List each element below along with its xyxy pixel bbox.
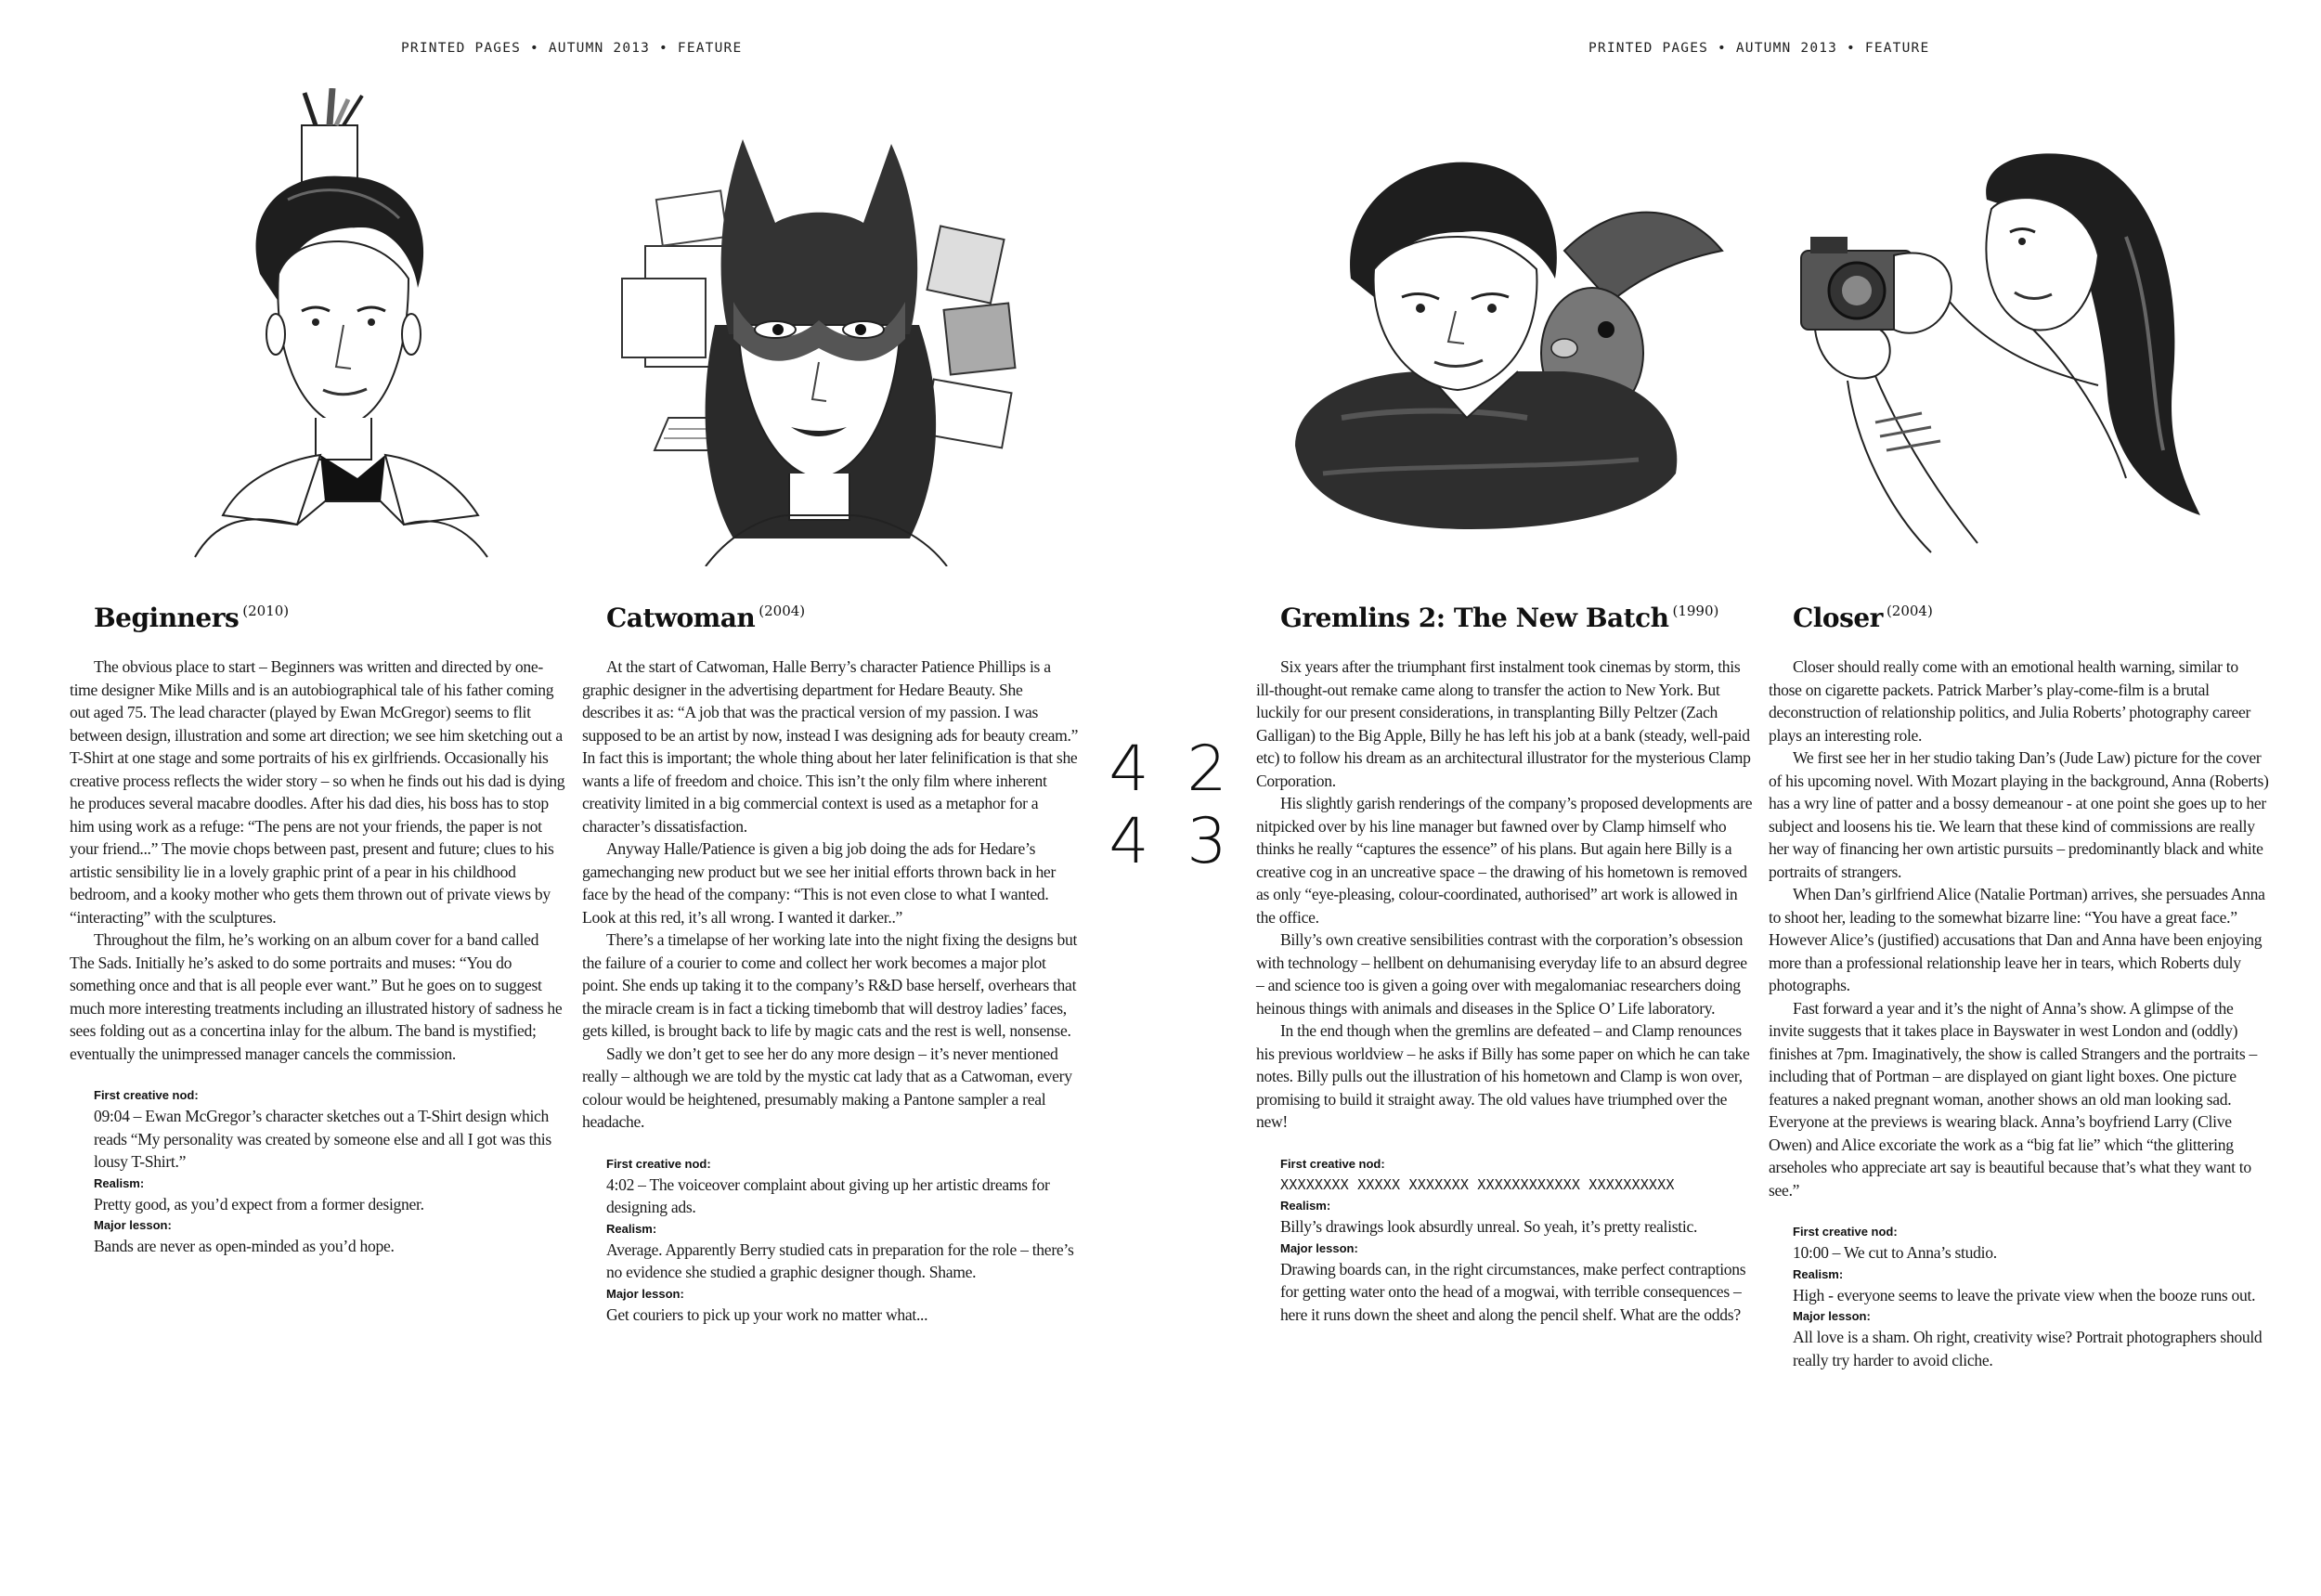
lesson-text: Bands are never as open-minded as you’d hope.: [94, 1237, 395, 1255]
running-head-right: PRINTED PAGES • AUTUMN 2013 • FEATURE: [1588, 41, 1930, 56]
film-title: Gremlins 2: The New Batch: [1280, 603, 1669, 633]
realism-text: Average. Apparently Berry studied cats in preparation for the role – there’s no evidence she studied a graphic designer though. Shame.: [606, 1239, 1074, 1281]
article-body: [1769, 655, 2270, 1201]
folio-digit-3: 4: [1109, 805, 1149, 878]
realism-label: Realism:: [1280, 1199, 1331, 1213]
article-gremlins: [1256, 594, 1753, 1326]
paragraph: We first see her in her studio taking Dan’s (Jude Law) picture for the cover of his upcoming novel. With Mozart playing in the background, Anna (Roberts) has a wry line of patter and a bossy demeanour - at one point she goes up to her subject and loosens his tie. We learn that these kind of commissions are really her way of financing her own artistic pursuits – predominantly black and white portraits of strangers.: [1769, 748, 2269, 881]
lesson-text: Get couriers to pick up your work no matter what...: [606, 1304, 928, 1324]
paragraph: His slightly garish renderings of the company’s proposed developments are nitpicked over by his line manager but fawned over by Clamp himself who thinks he really “captures the essence” of his plans. But again here Billy is a creative cog in an uncreative space – the drawing of his hometown is removed as only “eye-pleasing, colour-coordinated, authorised” art work is allowed in the office.: [1256, 794, 1753, 927]
nod-text: 09:04 – Ewan McGregor’s character sketches out a T-Shirt design which reads “My personality was created by someone else and all I got was this lousy T-Shirt.”: [94, 1107, 551, 1171]
film-title: Closer: [1793, 603, 1883, 633]
paragraph: The obvious place to start – Beginners was written and directed by one-time designer Mike Mills and is an autobiographical tale of his father coming out aged 75. The lead character (played by Ewan McGregor) seems to flit between design, illustration and some art direction; we see him sketching out a T-Shirt at one stage and some portraits of his ex girlfriends. Occasionally his creative process reflects the wider story – so when he finds out his dad is dying he produces several macabre doodles. After his dad dies, his boss has to stop him using work as a refuge: “The pens are not your friends, the paper is not your friend...” The movie chops between past, present and future; clues to his artistic sensibility lie in a lovely graphic print of a pear in his childhood bedroom, and a kooky mother who gets them thrown out of private views by “interacting” with the sculptures.: [70, 657, 565, 927]
paragraph: When Dan’s girlfriend Alice (Natalie Portman) arrives, she persuades Anna to shoot her, leading to the somewhat bizarre line: “You have a great face.” However Alice’s (justified) accusations that Dan and Anna have been enjoying more than a professional relationship leave her in tears, which Roberts duly photographs.: [1769, 885, 2265, 994]
film-title: Catwoman: [606, 603, 756, 633]
paragraph: Fast forward a year and it’s the night of Anna’s show. A glimpse of the invite suggests that it takes place in Bayswater in west London and (oddly) finishes at 7pm. Imaginatively, the show is called Strangers and the portraits – including that of Portman – are displayed on giant light boxes. One picture features a naked pregnant woman, another shows an old man looking sad. Everyone at the previews is wearing black. Anna’s boyfriend Larry (Clive Owen) and Alice excoriate the work as a “big fat lie” which “the glittering arseholes who appreciate art say is beautiful because that’s what they want to see.”: [1769, 998, 2258, 1200]
illustration-catwoman: [613, 139, 1040, 566]
film-year: (2004): [1886, 603, 1933, 619]
creative-nods: [1280, 1154, 1753, 1327]
running-head-left: PRINTED PAGES • AUTUMN 2013 • FEATURE: [401, 41, 743, 56]
paragraph: Sadly we don’t get to see her do any more design – it’s never mentioned really – although we are told by the mystic cat lady that as a Catwoman, every colour would be heightened, presumably making a Pantone sampler a real headache.: [582, 1044, 1072, 1131]
lesson-label: Major lesson:: [1793, 1309, 1871, 1323]
folio-digit-4: 3: [1186, 805, 1227, 878]
illustration-gremlins: [1286, 139, 1769, 566]
creative-nods: [606, 1154, 1079, 1327]
nod-text: 10:00 – We cut to Anna’s studio.: [1793, 1243, 1997, 1262]
illustration-closer: [1792, 144, 2228, 562]
paragraph: There’s a timelapse of her working late into the night fixing the designs but the failure of a courier to come and collect her work becomes a major plot point. She ends up taking it to the company’s R&D base herself, overhears that the miracle cream is in fact a ticking timebomb that will destroy ladies’ faces, gets killed, is brought back to life by magic cats and the rest is well, nonsense.: [582, 930, 1078, 1040]
article-body: [582, 655, 1079, 1134]
creative-nods: [1793, 1222, 2270, 1371]
article-title: [94, 594, 566, 635]
nod-label: First creative nod:: [1793, 1225, 1898, 1239]
article-catwoman: [582, 594, 1079, 1326]
nod-text: 4:02 – The voiceover complaint about giving up her artistic dreams for designing ads.: [606, 1174, 1050, 1216]
folio-digit-2: 2: [1186, 733, 1227, 806]
paragraph: Throughout the film, he’s working on an album cover for a band called The Sads. Initially he’s asked to do some portraits and muses: “You do something once and that is all people ever want.” But he goes on to suggest much more interesting treatments including an illustrated history of sadness he sees folding out as a concertina inlay for the album. The band is mystified; eventually the unimpressed manager cancels the commission.: [70, 930, 563, 1063]
paragraph: At the start of Catwoman, Halle Berry’s character Patience Phillips is a graphic designer in the advertising department for Hedare Beauty. She describes it as: “A job that was the practical version of my passion. I was supposed to be an artist by now, instead I was designing ads for beauty cream.” In fact this is important; the whole thing about her later felinification is that she wants a life of freedom and choice. This isn’t the only film where inherent creativity limited in a big commercial context is used as a metaphor for a character’s dissatisfaction.: [582, 657, 1079, 836]
article-body: [70, 655, 566, 1065]
creative-nods: [94, 1085, 566, 1258]
lesson-label: Major lesson:: [606, 1286, 684, 1301]
nod-label: First creative nod:: [94, 1088, 199, 1102]
article-title: [1280, 594, 1753, 635]
film-year: (2004): [759, 603, 806, 619]
realism-label: Realism:: [606, 1221, 657, 1236]
paragraph: Anyway Halle/Patience is given a big job doing the ads for Hedare’s gamechanging new product but we see her initial efforts thrown back in her face by the head of the company: “This is not even close to what I wanted. Look at this red, it’s all wrong. I wanted it darker..”: [582, 839, 1057, 927]
article-closer: [1769, 594, 2270, 1371]
lesson-label: Major lesson:: [94, 1218, 172, 1232]
article-title: [1793, 594, 2270, 635]
illustration-beginners: [186, 88, 492, 562]
article-beginners: [70, 594, 566, 1258]
lesson-label: Major lesson:: [1280, 1240, 1358, 1255]
nod-label: First creative nod:: [1280, 1156, 1385, 1171]
realism-text: Pretty good, as you’d expect from a former designer.: [94, 1194, 424, 1213]
film-year: (1990): [1672, 603, 1719, 619]
realism-label: Realism:: [1793, 1266, 1844, 1281]
paragraph: Six years after the triumphant first instalment took cinemas by storm, this ill-thought-out remake came along to transfer the action to New York. But luckily for our present considerations, in transplanting Billy Peltzer (Zach Galligan) to the Big Apple, Billy he has left his job at a bank (steady, well-paid etc) to follow his dream as an architectural illustrator for the mysterious Clamp Corporation.: [1256, 657, 1751, 790]
nod-text: XXXXXXXX XXXXX XXXXXXX XXXXXXXXXXXX XXXXXXXXXX: [1280, 1175, 1675, 1193]
realism-text: High - everyone seems to leave the private view when the booze runs out.: [1793, 1285, 2256, 1304]
paragraph: In the end though when the gremlins are defeated – and Clamp renounces his previous worldview – he asks if Billy has some paper on which he can take notes. Billy pulls out the illustration of his hometown and Clamp is won over, promising to build it straight away. The old values have triumphed over the new!: [1256, 1021, 1750, 1131]
nod-label: First creative nod:: [606, 1156, 711, 1171]
lesson-text: All love is a sham. Oh right, creativity wise? Portrait photographers should really try harder to avoid cliche.: [1793, 1328, 2263, 1369]
article-title: [606, 594, 1079, 635]
folio-digit-1: 4: [1109, 733, 1149, 806]
lesson-text: Drawing boards can, in the right circumstances, make perfect contraptions for getting water onto the head of a mogwai, with terrible consequences – here it runs down the sheet and along the pencil shelf. What are the odds?: [1280, 1259, 1746, 1324]
realism-label: Realism:: [94, 1175, 145, 1190]
realism-text: Billy’s drawings look absurdly unreal. So yeah, it’s pretty realistic.: [1280, 1217, 1698, 1236]
film-year: (2010): [242, 603, 290, 619]
article-body: [1256, 655, 1753, 1134]
paragraph: Billy’s own creative sensibilities contrast with the corporation’s obsession with technology – hellbent on dehumanising everyday life to an absurd degree – and science too is given a going over with megalomaniac researchers doing heinous things with animals and diseases in the Splice O’ Life laboratory.: [1256, 930, 1747, 1018]
paragraph: Closer should really come with an emotional health warning, similar to those on cigarette packets. Patrick Marber’s play-come-film is a brutal deconstruction of relationship politics, and Julia Roberts’ photography career plays an interesting role.: [1769, 657, 2251, 745]
film-title: Beginners: [94, 603, 240, 633]
